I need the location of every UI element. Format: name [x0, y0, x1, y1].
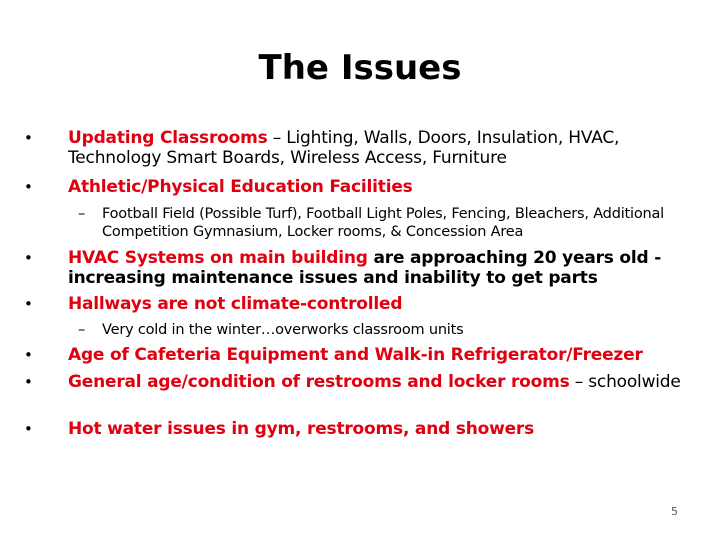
bullet-detail: – Lighting, Walls, Doors, Insulation, HVAC, Technology Smart Boards, Wireless Access, Furniture	[68, 128, 620, 168]
page-number: 5	[671, 505, 678, 518]
bullet-hallways	[24, 294, 684, 314]
bullet-icon: •	[24, 373, 33, 391]
bullet-heading: Hallways are not climate-controlled	[68, 294, 403, 314]
bullet-icon: •	[24, 249, 33, 267]
bullet-icon: •	[24, 346, 33, 364]
bullet-detail: are approaching 20 years old - increasing maintenance issues and inability to get parts	[68, 248, 662, 288]
bullet-icon: •	[24, 178, 33, 196]
dash-icon: –	[78, 322, 86, 338]
bullet-heading: General age/condition of restrooms and locker rooms	[68, 372, 570, 392]
bullet-heading: Updating Classrooms	[68, 128, 268, 148]
bullet-restrooms	[24, 372, 684, 392]
sub-bullet-hallways-details	[78, 321, 678, 339]
sub-bullet-athletic-details	[78, 205, 678, 241]
bullet-hot-water	[24, 419, 684, 439]
sub-bullet-text: Football Field (Possible Turf), Football Light Poles, Fencing, Bleachers, Additional Competition Gymnasium, Locker rooms, & Concession Area	[102, 206, 665, 240]
bullet-heading: HVAC Systems on main building	[68, 248, 368, 268]
bullet-heading: Age of Cafeteria Equipment and Walk-in Refrigerator/Freezer	[68, 345, 643, 365]
bullet-cafeteria	[24, 345, 684, 365]
bullet-athletic-facilities	[24, 177, 684, 197]
bullet-heading: Athletic/Physical Education Facilities	[68, 177, 413, 197]
bullet-hvac-systems	[24, 248, 684, 288]
bullet-icon: •	[24, 295, 33, 313]
bullet-detail: – schoolwide	[569, 372, 681, 392]
bullet-updating-classrooms	[24, 128, 684, 168]
slide-title: The Issues	[258, 48, 462, 88]
dash-icon: –	[78, 206, 86, 222]
sub-bullet-text: Very cold in the winter…overworks classroom units	[102, 322, 464, 338]
bullet-heading: Hot water issues in gym, restrooms, and showers	[68, 419, 535, 439]
bullet-icon: •	[24, 420, 33, 438]
bullet-icon: •	[24, 129, 33, 147]
